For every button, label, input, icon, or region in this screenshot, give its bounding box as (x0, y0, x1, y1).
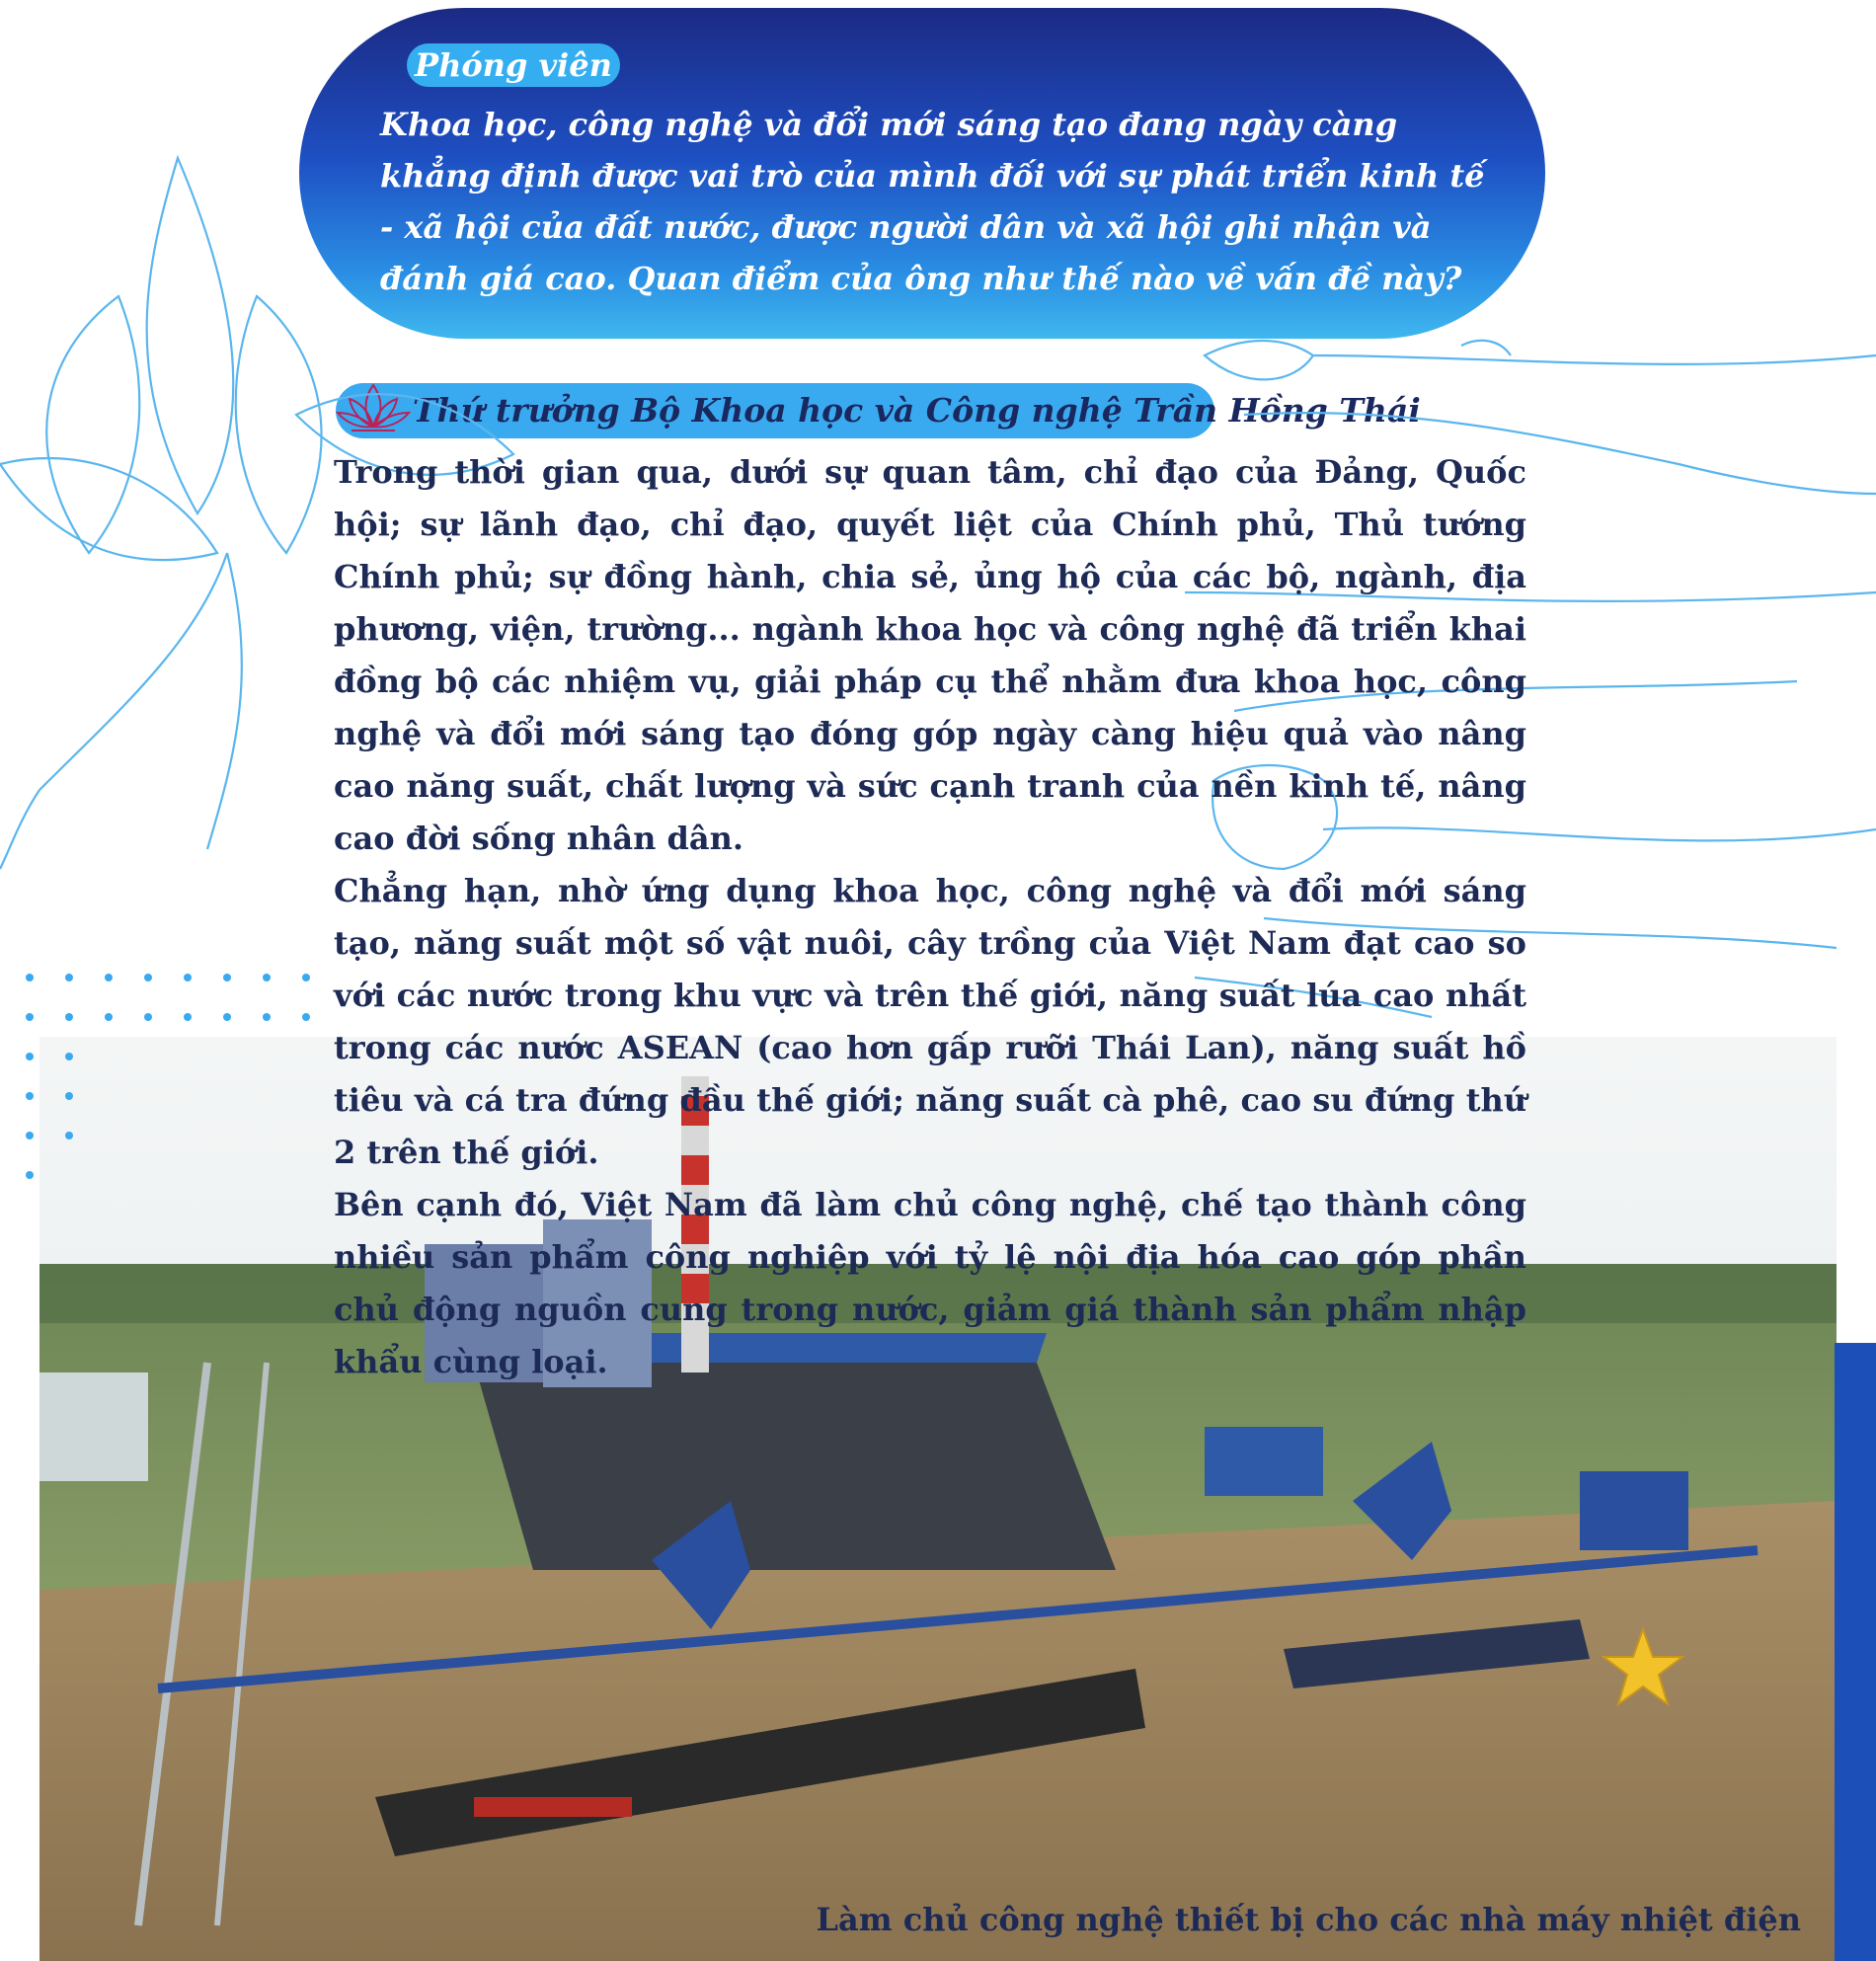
answer-body (334, 446, 1526, 1388)
dot-grid-decoration (20, 968, 346, 1215)
reporter-label: Phóng viên (407, 43, 620, 87)
accent-stripe (1835, 1343, 1876, 1961)
answer-paragraph: Chẳng hạn, nhờ ứng dụng khoa học, công nghệ và đổi mới sáng tạo, năng suất một số vật nuôi, cây trồng của Việt Nam đạt cao so với các nước trong khu vực và trên thế giới, năng suất lúa cao nhất trong các nước ASEAN (cao hơn gấp rưỡi Thái Lan), năng suất hồ tiêu và cá tra đứng đầu thế giới; năng suất cà phê, cao su đứng thứ 2 trên thế giới. (334, 872, 1526, 1171)
photo-caption: Làm chủ công nghệ thiết bị cho các nhà máy nhiệt điện (816, 1901, 1801, 1938)
star-icon (1602, 1627, 1684, 1706)
answer-paragraph: Trong thời gian qua, dưới sự quan tâm, chỉ đạo của Đảng, Quốc hội; sự lãnh đạo, chỉ đạo, quyết liệt của Chính phủ, Thủ tướng Chính phủ; sự đồng hành, chia sẻ, ủng hộ của các bộ, ngành, địa phương, viện, trường... ngành khoa học và công nghệ đã triển khai đồng bộ các nhiệm vụ, giải pháp cụ thể nhằm đưa khoa học, công nghệ và đổi mới sáng tạo đóng góp ngày càng hiệu quả vào nâng cao năng suất, chất lượng và sức cạnh tranh của nền kinh tế, nâng cao đời sống nhân dân. (334, 453, 1526, 857)
answer-paragraph: Bên cạnh đó, Việt Nam đã làm chủ công nghệ, chế tạo thành công nhiều sản phẩm công nghiệp với tỷ lệ nội địa hóa cao góp phần chủ động nguồn cung trong nước, giảm giá thành sản phẩm nhập khẩu cùng loại. (334, 1186, 1526, 1380)
speaker-name: Thứ trưởng Bộ Khoa học và Công nghệ Trần Hồng Thái (413, 391, 1421, 430)
question-text: Khoa học, công nghệ và đổi mới sáng tạo đang ngày càng khẳng định được vai trò của mình đối với sự phát triển kinh tế - xã hội của đất nước, được người dân và xã hội ghi nhận và đánh giá cao. Quan điểm của ông như thế nào về vấn đề này? (380, 106, 1485, 297)
